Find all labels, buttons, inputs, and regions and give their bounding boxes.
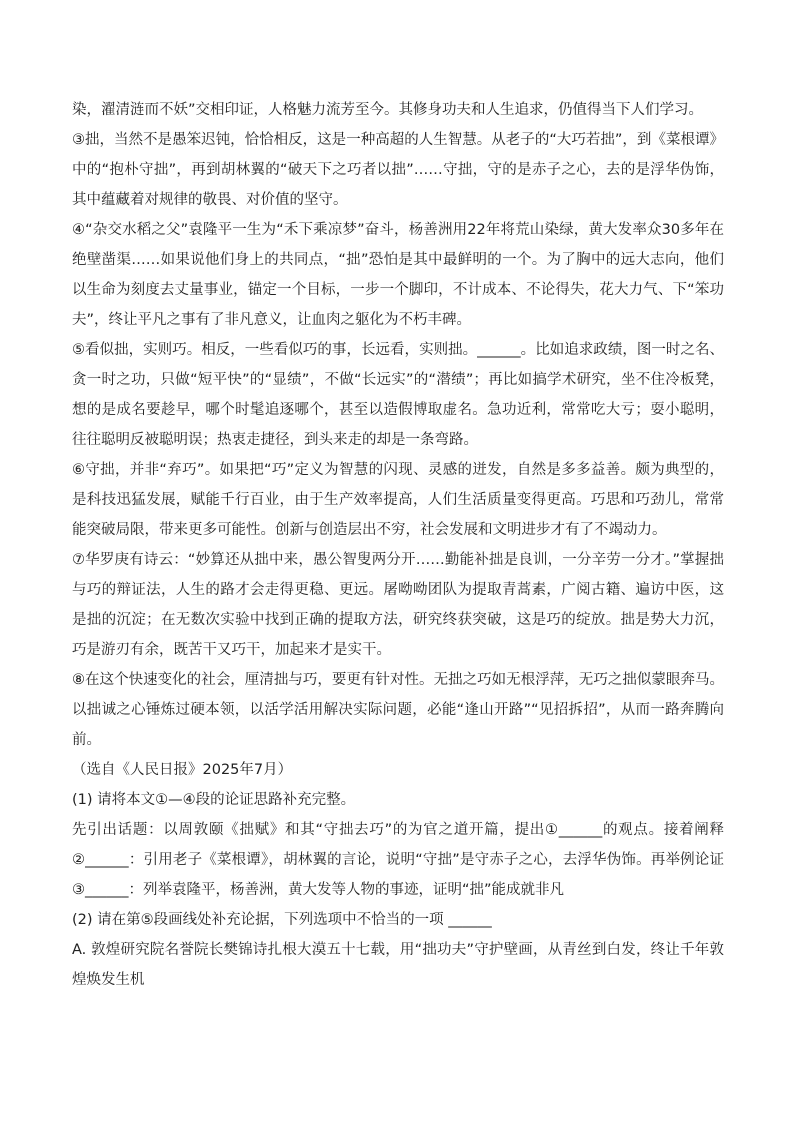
paragraph: ⑧在这个快速变化的社会，厘清拙与巧，要更有针对性。无拙之巧如无根浮萍，无巧之拙似蒙眼奔马。以拙诚之心锤炼过硬本领，以活学活用解决实际问题，必能“逢山开路”“见招拆招”，从而一路奔腾向前。 [72, 672, 724, 748]
source-note: （选自《人民日报》2025年7月） [72, 762, 293, 778]
question-1: (1) 请将本文①—④段的论证思路补充完整。 [72, 792, 356, 808]
option-a: A. 敦煌研究院名誉院长樊锦诗扎根大漠五十七载，用“拙功夫”守护壁画，从青丝到白发，终让千年敦煌焕发生机 [72, 942, 724, 988]
paragraph: ⑥守拙，并非“弃巧”。如果把“巧”定义为智慧的闪现、灵感的迸发，自然是多多益善。颇为典型的，是科技迅猛发展，赋能千行百业，由于生产效率提高，人们生活质量变得更高。巧思和巧劲儿，常常能突破局限，带来更多可能性。创新与创造层出不穷，社会发展和文明进步才有了不竭动力。 [72, 462, 724, 538]
paragraph: 染，濯清涟而不妖”交相印证，人格魅力流芳至今。其修身功夫和人生追求，仍值得当下人们学习。 [72, 102, 704, 118]
paragraph: ⑦华罗庚有诗云：“妙算还从拙中来，愚公智叟两分开……勤能补拙是良训，一分辛劳一分才。”掌握拙与巧的辩证法，人生的路才会走得更稳、更远。屠呦呦团队为提取青蒿素，广阅古籍、遍访中医，这是拙的沉淀；在无数次实验中找到正确的提取方法，研究终获突破，这是巧的绽放。拙是势大力沉，巧是游刃有余，既苦干又巧干，加起来才是实干。 [72, 552, 724, 658]
paragraph: ③拙，当然不是愚笨迟钝，恰恰相反，这是一种高超的人生智慧。从老子的“大巧若拙”，到《菜根谭》中的“抱朴守拙”，再到胡林翼的“破天下之巧者以拙”……守拙，守的是赤子之心，去的是浮华伪饰，其中蕴藏着对规律的敬畏、对价值的坚守。 [72, 132, 724, 208]
paragraph: ④“杂交水稻之父”袁隆平一生为“禾下乘凉梦”奋斗，杨善洲用22年将荒山染绿，黄大发率众30多年在绝壁凿渠……如果说他们身上的共同点，“拙”恐怕是其中最鲜明的一个。为了胸中的远大志向，他们以生命为刻度去丈量事业，锚定一个目标，一步一个脚印，不计成本、不论得失，花大力气、下“笨功夫”，终让平凡之事有了非凡意义，让血肉之躯化为不朽丰碑。 [72, 222, 724, 328]
paragraph: ⑤看似拙，实则巧。相反，一些看似巧的事，长远看，实则拙。______。比如追求政绩，图一时之名、贪一时之功，只做“短平快”的“显绩”，不做“长远实”的“潜绩”；再比如搞学术研究，坐不住冷板凳，想的是成名要趁早，哪个时髦追逐哪个，甚至以造假博取虚名。急功近利，常常吃大亏；耍小聪明，往往聪明反被聪明误；热衷走捷径，到头来走的却是一条弯路。 [72, 342, 724, 448]
question-2: (2) 请在第⑤段画线处补充论据，下列选项中不恰当的一项 ______ [72, 912, 492, 928]
question-1-body: 先引出话题：以周敦颐《拙赋》和其“守拙去巧”的为官之道开篇，提出①______的观点。接着阐释②______：引用老子《菜根谭》，胡林翼的言论，说明“守拙”是守赤子之心，去浮华伪饰。再举例论证③______：列举袁隆平，杨善洲，黄大发等人物的事迹，证明“拙”能成就非凡 [72, 822, 724, 898]
document-body [72, 95, 724, 995]
